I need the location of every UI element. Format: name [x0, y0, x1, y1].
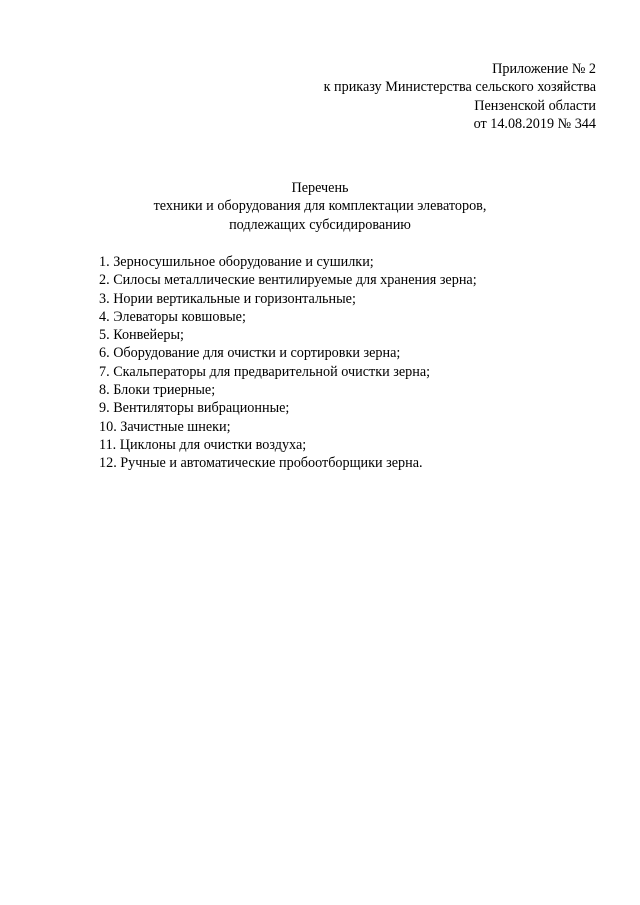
list-item: 10. Зачистные шнеки;	[99, 418, 231, 435]
list-item: 5. Конвейеры;	[99, 327, 184, 344]
appendix-header	[324, 60, 596, 133]
title-line-2: техники и оборудования для комплектации элеваторов,	[153, 198, 487, 215]
appendix-number: Приложение № 2	[492, 61, 596, 77]
list-item: 4. Элеваторы ковшовые;	[99, 308, 246, 325]
title-line-1: Перечень	[291, 180, 349, 196]
list-item: 12. Ручные и автоматические пробоотборщики зерна.	[99, 455, 423, 472]
equipment-list	[99, 253, 477, 473]
list-item: 1. Зерносушильное оборудование и сушилки;	[99, 254, 374, 270]
title-line-3: подлежащих субсидированию	[229, 216, 411, 233]
appendix-order-ref: к приказу Министерства сельского хозяйства	[323, 79, 596, 96]
list-item: 8. Блоки триерные;	[99, 382, 216, 399]
document-title	[0, 179, 640, 234]
list-item: 7. Скальператоры для предварительной очистки зерна;	[99, 363, 431, 380]
list-item: 11. Циклоны для очистки воздуха;	[99, 436, 307, 453]
appendix-date: от 14.08.2019 № 344	[473, 115, 596, 132]
appendix-region: Пензенской области	[474, 97, 596, 114]
list-item: 3. Нории вертикальные и горизонтальные;	[99, 290, 356, 307]
list-item: 9. Вентиляторы вибрационные;	[99, 400, 290, 417]
list-item: 6. Оборудование для очистки и сортировки зерна;	[99, 345, 401, 362]
list-item: 2. Силосы металлические вентилируемые для хранения зерна;	[99, 272, 477, 289]
